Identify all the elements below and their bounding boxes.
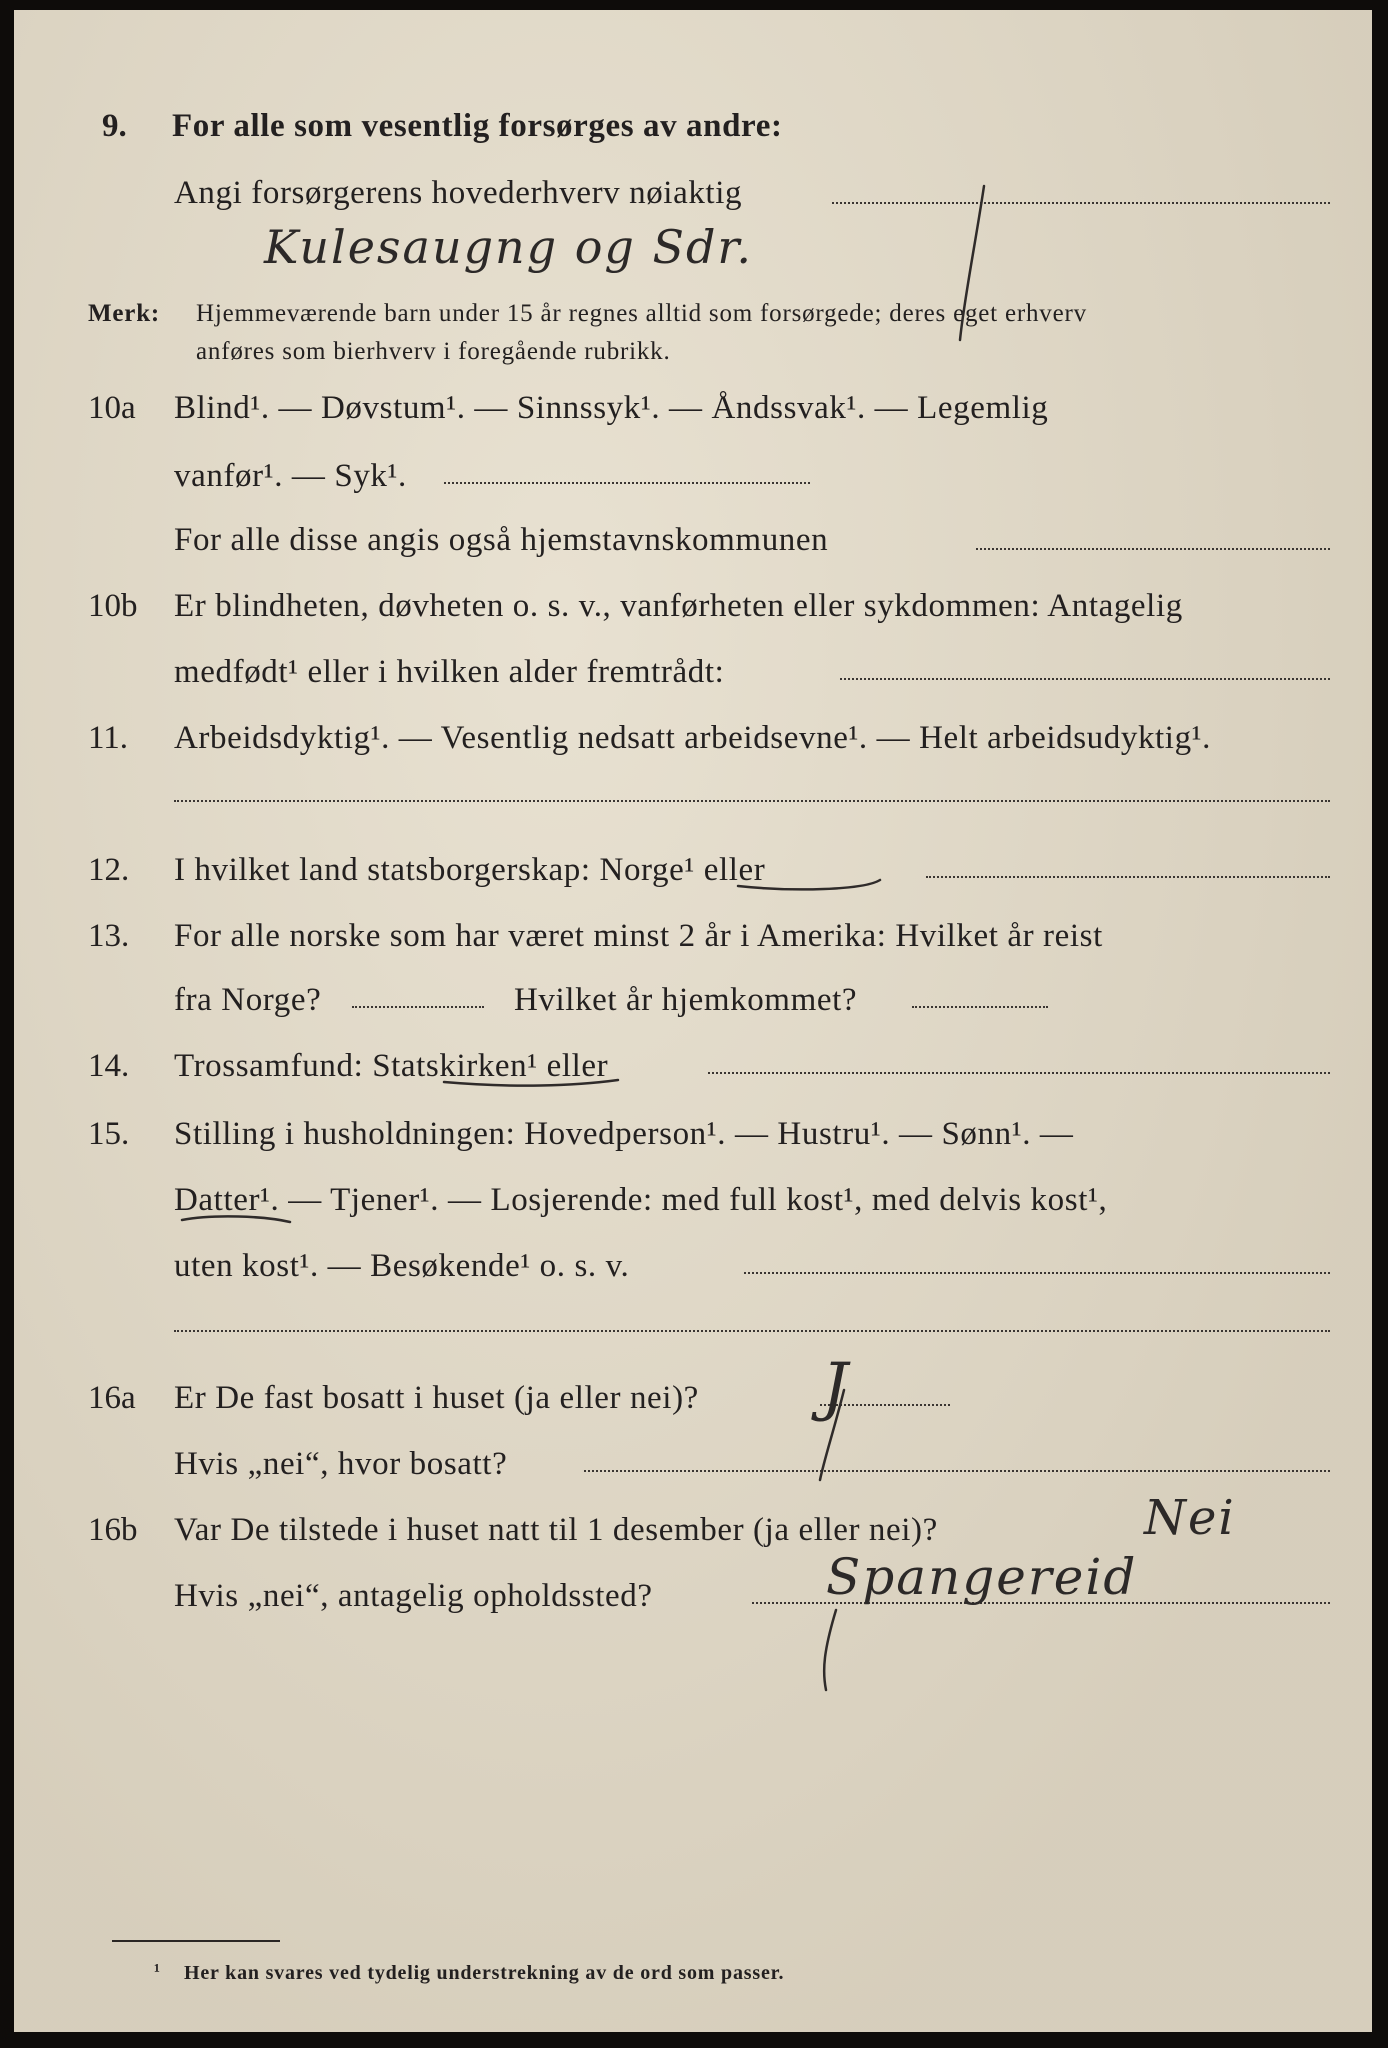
q9-number: 9. xyxy=(102,108,127,144)
underline-norge xyxy=(738,880,880,889)
q10b-number: 10b xyxy=(88,588,138,624)
q16a-handwritten-answer: J xyxy=(822,1350,850,1424)
footnote-marker: ¹ xyxy=(154,1960,161,1982)
q16b-line1: Var De tilstede i huset natt til 1 desember (ja eller nei)? xyxy=(174,1512,938,1548)
merk-label: Merk: xyxy=(88,300,161,327)
q13-line1: For alle norske som har været minst 2 år i Amerika: Hvilket år reist xyxy=(174,918,1103,954)
q9-prompt: Angi forsørgerens hovederhverv nøiaktig xyxy=(174,175,743,211)
q9-pen-stroke xyxy=(960,186,984,340)
q15-number: 15. xyxy=(88,1116,130,1152)
underline-datter xyxy=(182,1216,290,1222)
q16b-line2: Hvis „nei“, antagelig opholdssted? xyxy=(174,1578,653,1614)
footnote-text: Her kan svares ved tydelig understrekning av de ord som passer. xyxy=(184,1962,785,1984)
q10b-line1: Er blindheten, døvheten o. s. v., vanførheten eller sykdommen: Antagelig xyxy=(174,588,1183,624)
handwritten-marks xyxy=(14,10,1372,2032)
q9-title: For alle som vesentlig forsørges av andre: xyxy=(172,108,783,144)
merk-text-line2: anføres som bierhverv i foregående rubrikk. xyxy=(196,338,671,365)
q14-number: 14. xyxy=(88,1048,130,1084)
q16a-line1: Er De fast bosatt i huset (ja eller nei)? xyxy=(174,1380,699,1416)
underline-statskirken xyxy=(444,1080,618,1086)
q15-line1: Stilling i husholdningen: Hovedperson¹. — Hustru¹. — Sønn¹. — xyxy=(174,1116,1074,1152)
q10b-line2: medfødt¹ eller i hvilken alder fremtrådt: xyxy=(174,654,725,690)
q15-line2: Datter¹. — Tjener¹. — Losjerende: med full kost¹, med delvis kost¹, xyxy=(174,1182,1108,1218)
q16b-handwritten-whereabouts: Spangereid xyxy=(826,1548,1138,1606)
q9-handwritten-answer: Kulesaugng og Sdr. xyxy=(264,220,753,274)
q10a-number: 10a xyxy=(88,390,136,426)
q16b-handwritten-answer: Nei xyxy=(1144,1490,1236,1546)
merk-text-line1: Hjemmeværende barn under 15 år regnes alltid som forsørgede; deres eget erhverv xyxy=(196,300,1087,327)
q16a-number: 16a xyxy=(88,1380,136,1416)
q16b-pen-stroke xyxy=(824,1610,836,1690)
q16b-number: 16b xyxy=(88,1512,138,1548)
q11-number: 11. xyxy=(88,720,129,756)
q13-line2a: fra Norge? xyxy=(174,982,322,1018)
q12-number: 12. xyxy=(88,852,130,888)
q13-line2b: Hvilket år hjemkommet? xyxy=(514,982,858,1018)
q13-number: 13. xyxy=(88,918,130,954)
q15-line3: uten kost¹. — Besøkende¹ o. s. v. xyxy=(174,1248,630,1284)
q10a-line2: vanfør¹. — Syk¹. xyxy=(174,458,407,494)
census-form-page xyxy=(14,10,1372,2032)
q16a-pen-stroke xyxy=(820,1390,844,1480)
q12-line1: I hvilket land statsborgerskap: Norge¹ eller xyxy=(174,852,766,888)
q10a-line3: For alle disse angis også hjemstavnskommunen xyxy=(174,522,829,558)
q11-line1: Arbeidsdyktig¹. — Vesentlig nedsatt arbeidsevne¹. — Helt arbeidsudyktig¹. xyxy=(174,720,1212,756)
q14-line1: Trossamfund: Statskirken¹ eller xyxy=(174,1048,609,1084)
q10a-line1: Blind¹. — Døvstum¹. — Sinnssyk¹. — Åndssvak¹. — Legemlig xyxy=(174,390,1049,426)
q16a-line2: Hvis „nei“, hvor bosatt? xyxy=(174,1446,508,1482)
